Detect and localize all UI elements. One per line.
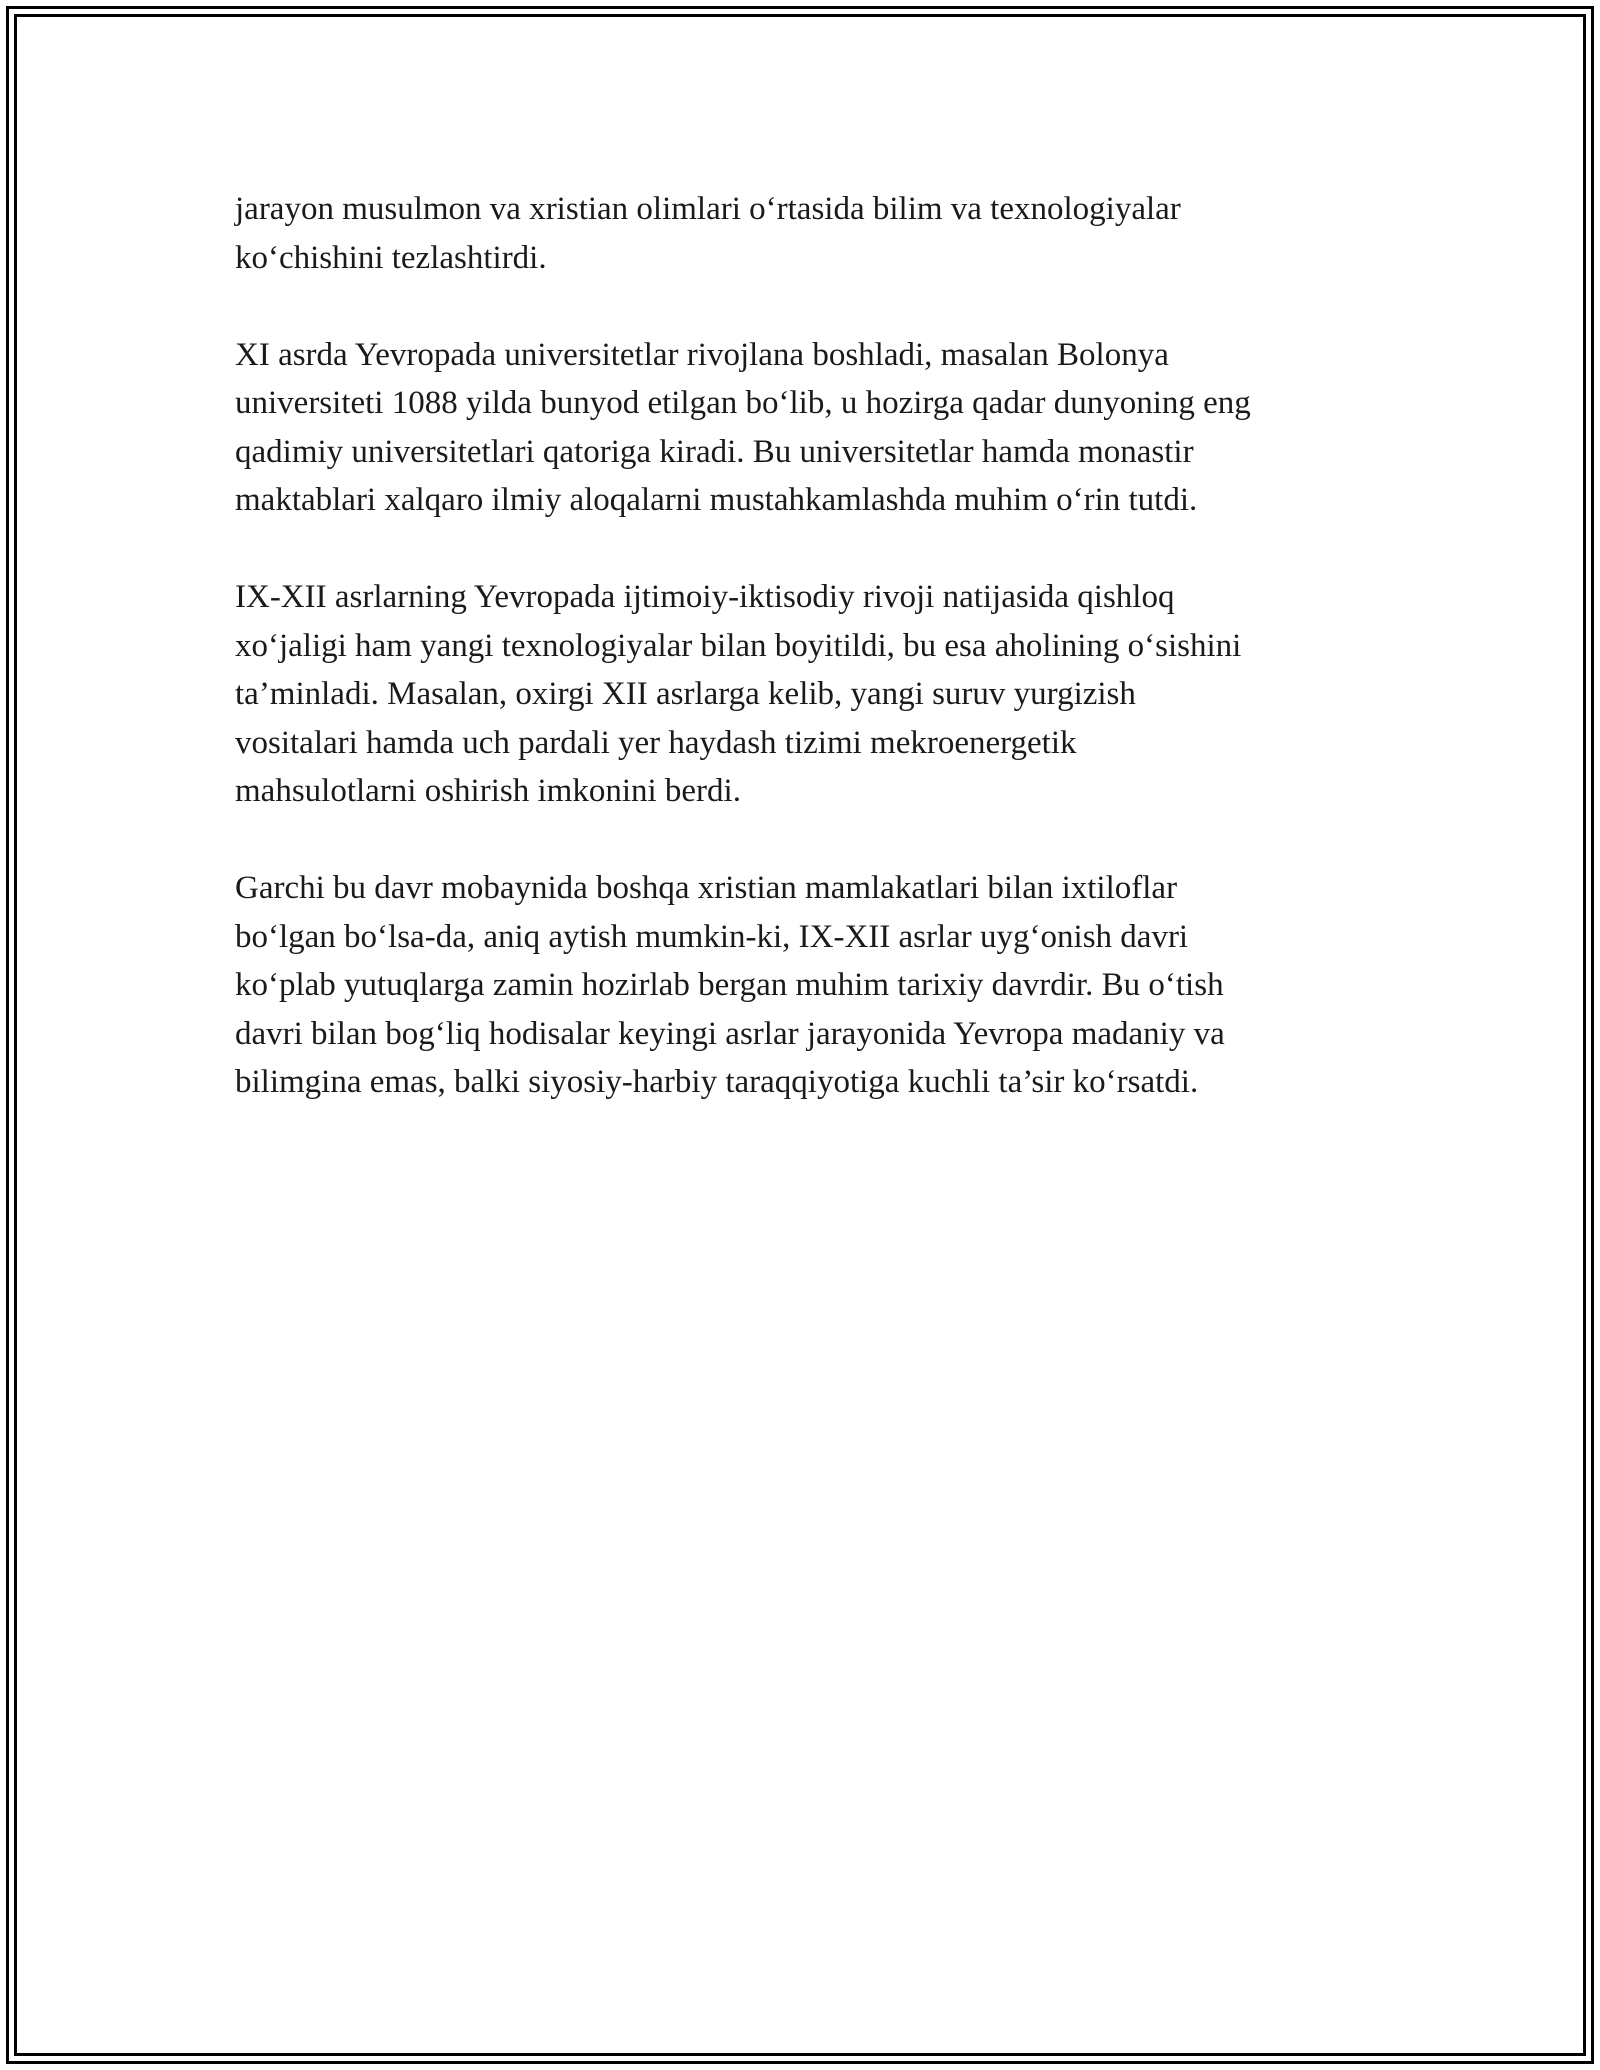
paragraph-1 (235, 185, 1385, 282)
text-line: qadimiy universitetlari qatoriga kiradi. Bu universitetlar hamda monastir (235, 433, 1194, 470)
paragraph-2 (235, 331, 1385, 525)
text-line: maktablari xalqaro ilmiy aloqalarni mustahkamlashda muhim o‘rin tutdi. (235, 482, 1198, 518)
text-line: universiteti 1088 yilda bunyod etilgan bo‘lib, u hozirga qadar dunyoning eng (235, 385, 1251, 421)
text-line: davri bilan bog‘liq hodisalar keyingi asrlar jarayonida Yevropa madaniy va (235, 1015, 1225, 1052)
text-line: ta’minladi. Masalan, oxirgi XII asrlarga kelib, yangi suruv yurgizish (235, 676, 1136, 712)
text-line: ko‘plab yutuqlarga zamin hozirlab bergan muhim tarixiy davrdir. Bu o‘tish (235, 967, 1224, 1003)
text-line: vositalari hamda uch pardali yer haydash tizimi mekroenergetik (235, 724, 1077, 761)
text-line: bo‘lgan bo‘lsa-da, aniq aytish mumkin-ki, IX-XII asrlar uyg‘onish davri (235, 918, 1189, 955)
text-line: jarayon musulmon va xristian olimlari o‘rtasida bilim va texnologiyalar (235, 191, 1181, 227)
text-line: IX-XII asrlarning Yevropada ijtimoiy-iktisodiy rivoji natijasida qishloq (235, 579, 1175, 615)
text-line: bilimgina emas, balki siyosiy-harbiy taraqqiyotiga kuchli ta’sir ko‘rsatdi. (235, 1064, 1199, 1100)
text-line: xo‘jaligi ham yangi texnologiyalar bilan boyitildi, bu esa aholining o‘sishini (235, 627, 1242, 664)
text-line: Garchi bu davr mobaynida boshqa xristian mamlakatlari bilan ixtiloflar (235, 870, 1178, 906)
text-line: mahsulotlarni oshirish imkonini berdi. (235, 773, 741, 809)
paragraph-3 (235, 573, 1385, 816)
paragraph-4 (235, 864, 1385, 1107)
text-line: XI asrda Yevropada universitetlar rivojlana boshladi, masalan Bolonya (235, 336, 1169, 373)
text-line: ko‘chishini tezlashtirdi. (235, 239, 547, 276)
page-content (235, 185, 1385, 1155)
